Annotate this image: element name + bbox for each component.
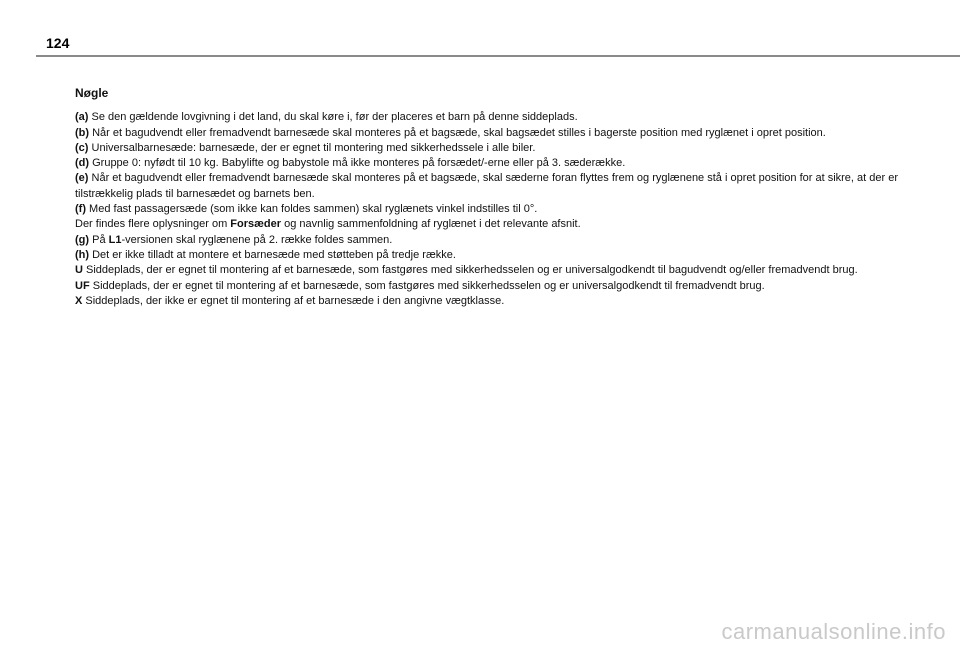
legend-entry-uf bbox=[75, 279, 945, 294]
legend-text: Det er ikke tilladt at montere et barnesæde med støtteben på tredje række. bbox=[89, 248, 456, 261]
legend-key: (b) bbox=[75, 126, 90, 139]
legend-text: Når et bagudvendt eller fremadvendt barnesæde skal monteres på et bagsæde, skal bagsædet stilles i bagerste position med ryglænet i opret position. bbox=[89, 126, 826, 139]
legend-entry-x bbox=[75, 294, 945, 309]
legend-entry-c bbox=[75, 141, 945, 156]
legend-entry-d bbox=[75, 156, 945, 171]
legend-key: (e) bbox=[75, 172, 89, 185]
legend-entry-h bbox=[75, 248, 945, 263]
header-divider bbox=[36, 55, 960, 57]
legend-entry-u bbox=[75, 263, 945, 278]
section-title: Nøgle bbox=[75, 86, 109, 100]
legend-text: Siddeplads, der ikke er egnet til montering af et barnesæde i den angivne vægtklasse. bbox=[82, 294, 505, 307]
legend-key: X bbox=[75, 294, 83, 307]
legend-text: Se den gældende lovgivning i det land, du skal køre i, før der placeres et barn på denne siddeplads. bbox=[88, 111, 578, 124]
legend-key: U bbox=[75, 264, 83, 277]
legend-key: (d) bbox=[75, 157, 90, 170]
legend-text: Siddeplads, der er egnet til montering af et barnesæde, som fastgøres med sikkerhedsselen og er universalgodkendt til bagudvendt og/eller fremadvendt brug. bbox=[82, 264, 858, 277]
legend-key: (h) bbox=[75, 248, 90, 261]
note-paragraph bbox=[75, 217, 945, 232]
legend-entry-e bbox=[75, 171, 945, 202]
legend-text: Med fast passagersæde (som ikke kan foldes sammen) skal ryglænets vinkel indstilles til 0°. bbox=[86, 203, 538, 216]
legend-key: (c) bbox=[75, 141, 89, 154]
version-label: L1 bbox=[108, 233, 122, 246]
legend-entry-g bbox=[75, 233, 945, 248]
legend-text: Siddeplads, der er egnet til montering af et barnesæde, som fastgøres med sikkerhedsselen og er universalgodkendt til fremadvendt brug. bbox=[89, 279, 765, 292]
note-text: Der findes flere oplysninger om bbox=[75, 218, 231, 231]
legend-entry-f bbox=[75, 202, 945, 217]
legend-entry-b bbox=[75, 126, 945, 141]
legend-key: (g) bbox=[75, 233, 90, 246]
page-number: 124 bbox=[46, 35, 70, 51]
legend-key: (a) bbox=[75, 111, 89, 124]
legend-text: Når et bagudvendt eller fremadvendt barnesæde skal monteres på et bagsæde, skal sæderne foran flyttes frem og ryglænene stå i opret position for at sikre, at der er tilstrækkelig plads til barnesædet og barnets ben. bbox=[75, 172, 898, 200]
legend-text: -versionen skal ryglænene på 2. række foldes sammen. bbox=[121, 233, 393, 246]
legend-text: Universalbarnesæde: barnesæde, der er egnet til montering med sikkerhedssele i alle biler. bbox=[88, 141, 536, 154]
note-text: og navnlig sammenfoldning af ryglænet i det relevante afsnit. bbox=[281, 218, 581, 231]
legend-key: UF bbox=[75, 279, 90, 292]
legend-entry-a bbox=[75, 110, 945, 125]
legend-text: Gruppe 0: nyfødt til 10 kg. Babylifte og babystole må ikke monteres på forsædet/-erne eller på 3. sæderække. bbox=[89, 157, 626, 170]
page-content bbox=[75, 86, 945, 309]
legend-key: (f) bbox=[75, 203, 86, 216]
watermark: carmanualsonline.info bbox=[721, 619, 946, 644]
note-reference: Forsæder bbox=[230, 218, 282, 231]
legend-text: På bbox=[89, 233, 109, 246]
